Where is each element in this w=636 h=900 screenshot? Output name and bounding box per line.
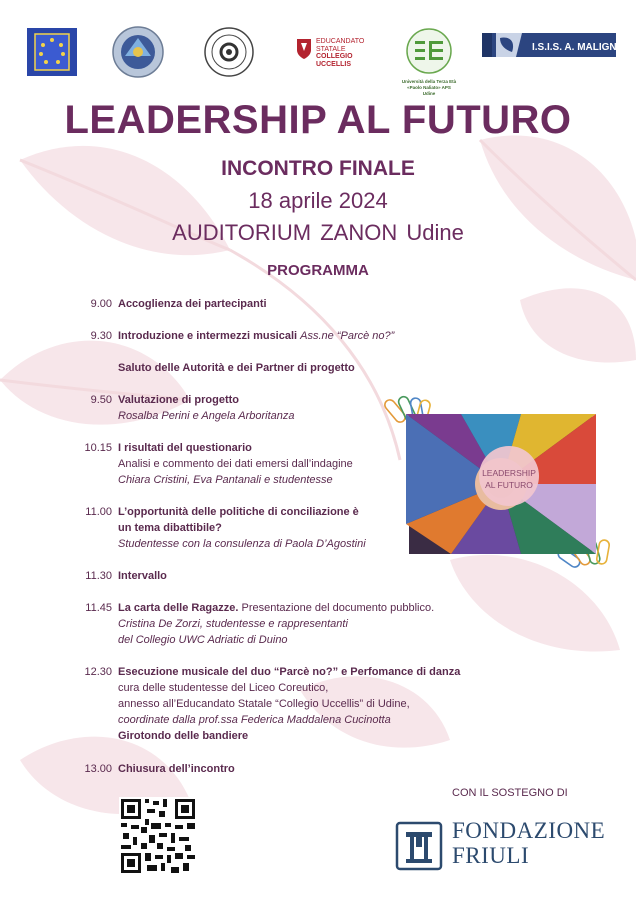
program-time: 9.50 [90, 394, 112, 406]
ute-line-2: «Paolo Naliato» APS [407, 85, 451, 90]
program-time: 9.00 [90, 298, 112, 310]
ute-line-3: Udine [422, 91, 436, 96]
program-time: 9.30 [90, 330, 112, 342]
program-detail: Girotondo delle bandiere [118, 730, 249, 742]
program-title: Intervallo [118, 570, 167, 582]
program-title-rest: Presentazione del documento pubblico. [238, 602, 435, 614]
logo-european-emblem [27, 28, 77, 81]
program-item [78, 392, 418, 424]
program-item [78, 504, 418, 552]
program-title: Valutazione di progetto [118, 394, 240, 406]
program-detail: del Collegio UWC Adriatic di Duino [118, 634, 288, 646]
program-detail: coordinate dalla prof.ssa Federica Maddalena Cucinotta [118, 714, 391, 726]
program-note: Ass.ne “Parcè no?” [300, 330, 395, 342]
hands-circle-photo [409, 414, 592, 554]
program-time: 11.30 [85, 570, 112, 582]
event-date: 18 aprile 2024 [248, 188, 388, 213]
logo-ute [396, 28, 462, 97]
program-time: 13.00 [84, 763, 112, 775]
program-title: I risultati del questionario [118, 442, 252, 454]
program-detail: Rosalba Perini e Angela Arboritanza [118, 410, 295, 422]
program-detail: Studentesse con la consulenza di Paola D’Agostini [118, 538, 366, 550]
program-title: L’opportunità delle politiche di conciliazione è [118, 506, 359, 518]
uccellis-line-4: UCCELLIS [316, 60, 351, 68]
program-detail: cura delle studentesse del Liceo Coreutico, [118, 682, 329, 694]
program-item [78, 328, 438, 344]
support-label: CON IL SOSTEGNO DI [452, 787, 568, 799]
program-title: La carta delle Ragazze. [118, 602, 239, 614]
program-item [78, 568, 418, 584]
logo-round-crest [111, 26, 165, 83]
program-detail: Analisi e commento dei dati emersi dall’indagine [118, 458, 353, 470]
program-heading: PROGRAMMA [267, 262, 369, 279]
logo-malignani [482, 30, 634, 65]
program-detail: Chiara Cristini, Eva Pantanali e studentesse [118, 474, 333, 486]
event-venue: AUDITORIUM ZANON Udine [172, 220, 464, 245]
program-item [78, 664, 518, 744]
ute-line-1: Università della Terza Età [401, 79, 457, 84]
malignani-text: I.S.I.S. A. MALIGNANI [532, 42, 634, 53]
uccellis-line-2: STATALE [316, 45, 346, 53]
program-time: 10.15 [84, 442, 112, 454]
uccellis-line-3: COLLEGIO [316, 53, 353, 60]
program-time: 11.45 [85, 602, 112, 614]
qr-code[interactable] [119, 797, 197, 875]
program-item [78, 296, 418, 312]
uccellis-line-1: EDUCANDATO [316, 38, 365, 45]
page-subtitle: INCONTRO FINALE [221, 157, 415, 180]
program-title: Accoglienza dei partecipanti [118, 298, 267, 310]
program-time: 11.00 [85, 506, 112, 518]
program-title: Chiusura dell’incontro [118, 763, 235, 775]
program-item [78, 360, 438, 376]
program-title: Introduzione e intermezzi musicali [118, 330, 298, 342]
photo-badge-line-1: LEADERSHIP [482, 468, 536, 478]
program-item [78, 761, 418, 777]
fondazione-line-1: FONDAZIONE [452, 818, 606, 843]
program-title: un tema dibattibile? [118, 522, 222, 534]
photo-badge-line-2: AL FUTURO [485, 480, 533, 490]
program-item [78, 600, 498, 648]
program-item [78, 440, 418, 488]
program-title: Saluto delle Autorità e dei Partner di progetto [118, 362, 355, 374]
logo-school-seal [202, 26, 256, 83]
program-detail: Cristina De Zorzi, studentesse e rappresentanti [118, 618, 348, 630]
fondazione-line-2: FRIULI [452, 843, 530, 868]
program-title: Esecuzione musicale del duo “Parcè no?” e Perfomance di danza [118, 666, 461, 678]
page-title: LEADERSHIP AL FUTURO [64, 98, 572, 142]
program-detail: annesso all’Educandato Statale “Collegio Uccellis” di Udine, [118, 698, 410, 710]
program-time: 12.30 [84, 666, 112, 678]
